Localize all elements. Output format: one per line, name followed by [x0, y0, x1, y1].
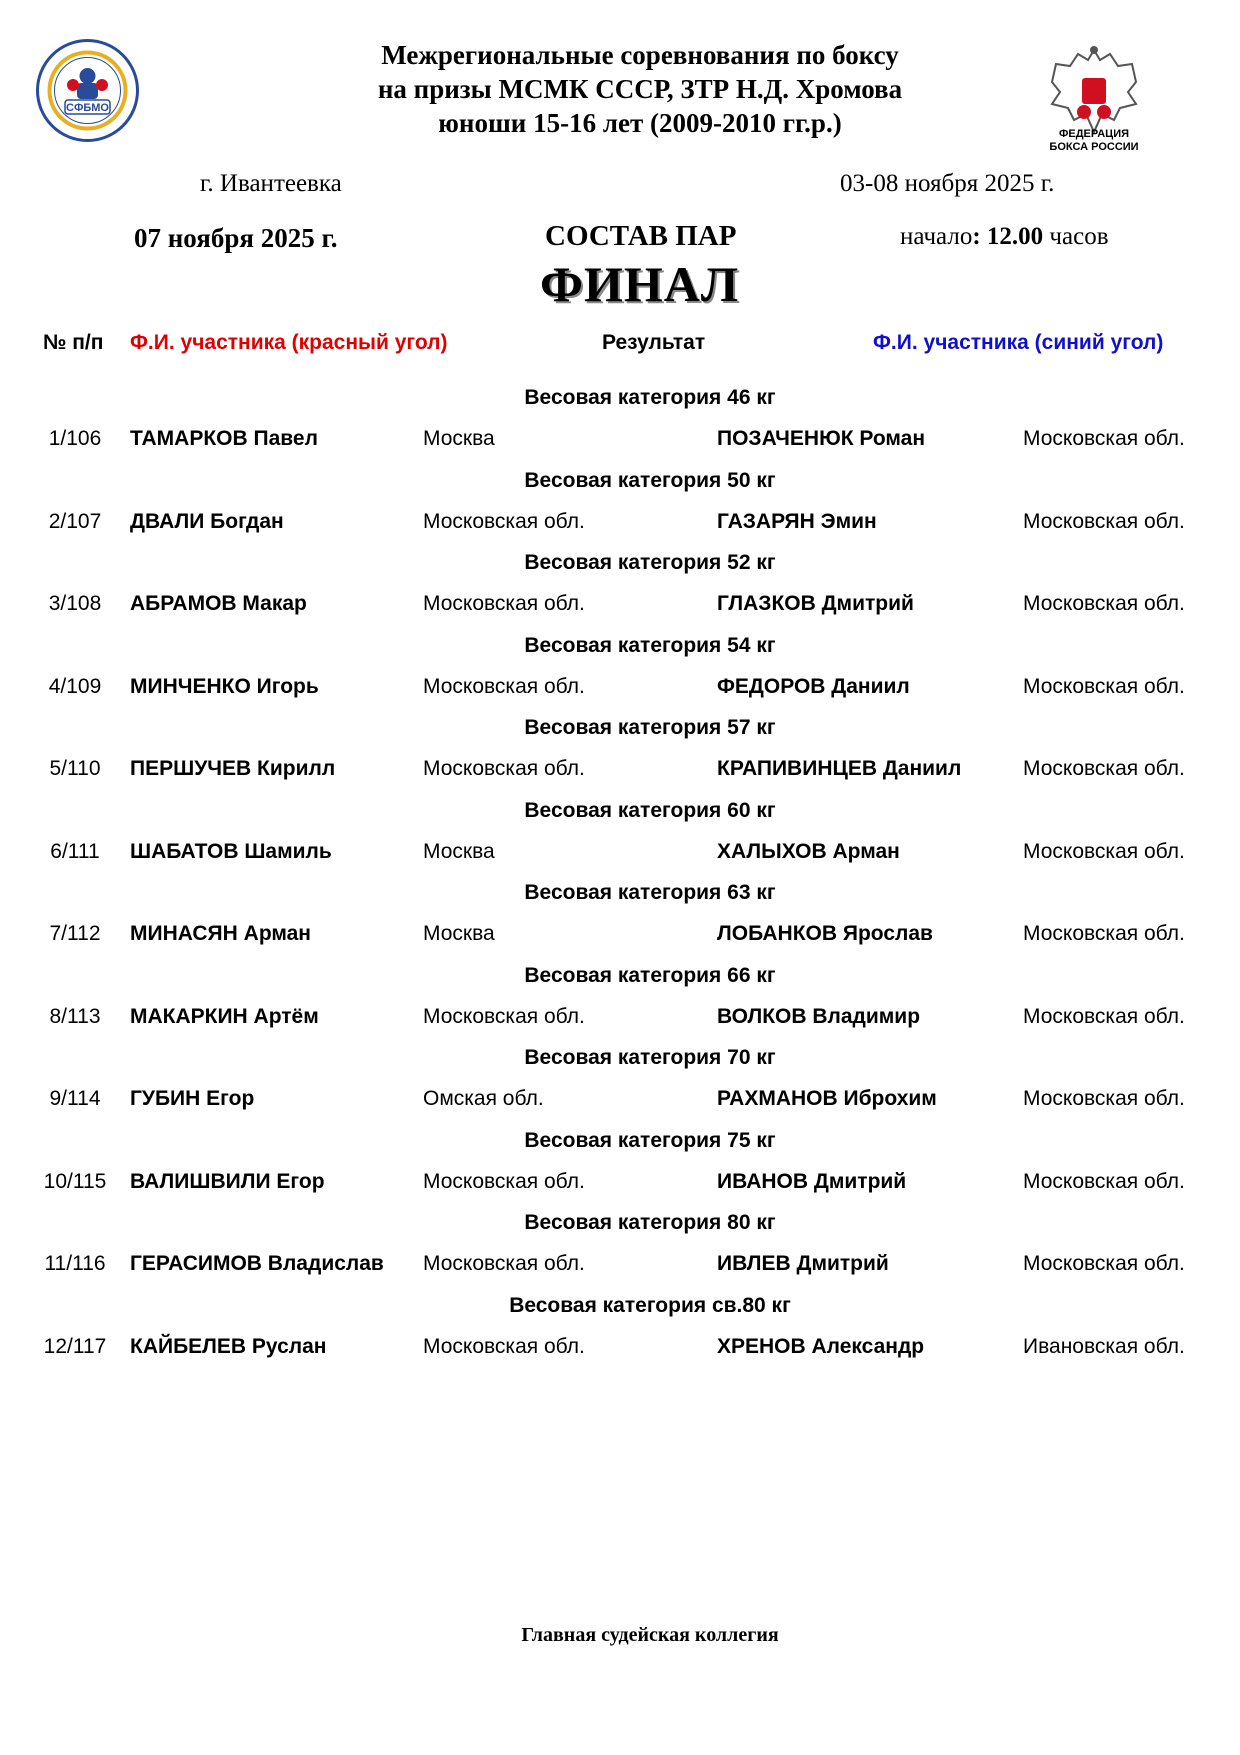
bout-number: 2/107 — [48, 510, 102, 533]
blue-corner-name: ГЛАЗКОВ Дмитрий — [717, 592, 914, 615]
red-corner-region: Московская обл. — [423, 675, 585, 698]
chief-judges-footer: Главная судейская коллегия — [521, 1624, 779, 1646]
red-corner-name: ГУБИН Егор — [130, 1087, 255, 1110]
start-label: начало — [900, 223, 973, 250]
blue-corner-region: Московская обл. — [1023, 1252, 1185, 1275]
title-line-1: Межрегиональные соревнования по боксу — [381, 40, 899, 70]
blue-corner-name: РАХМАНОВ Иброхим — [717, 1087, 937, 1110]
bout-number: 4/109 — [48, 675, 102, 698]
federation-caption-line-1: ФЕДЕРАЦИЯ — [1058, 128, 1130, 140]
blue-corner-name: ИВАНОВ Дмитрий — [717, 1170, 907, 1193]
bout-row — [0, 1170, 1240, 1200]
event-dates: 03-08 ноября 2025 г. — [840, 170, 1055, 197]
blue-corner-name: ИВЛЕВ Дмитрий — [717, 1252, 889, 1275]
blue-corner-region: Московская обл. — [1023, 757, 1185, 780]
weight-category: Весовая категория 80 кг — [524, 1211, 776, 1234]
weight-category: Весовая категория св.80 кг — [509, 1294, 791, 1317]
blue-corner-region: Московская обл. — [1023, 510, 1185, 533]
blue-corner-region: Московская обл. — [1023, 427, 1185, 450]
blue-corner-region: Московская обл. — [1023, 922, 1185, 945]
start-time — [900, 223, 1109, 251]
red-corner-region: Московская обл. — [423, 592, 585, 615]
sfbmo-logo — [35, 38, 140, 143]
bout-row — [0, 757, 1240, 787]
bout-row — [0, 1335, 1240, 1365]
red-corner-name: КАЙБЕЛЕВ Руслан — [130, 1335, 327, 1358]
bout-number: 11/116 — [44, 1252, 106, 1275]
blue-corner-name: ФЕДОРОВ Даниил — [717, 675, 910, 698]
weight-category: Весовая категория 57 кг — [524, 716, 776, 739]
bout-number: 9/114 — [49, 1087, 101, 1110]
red-corner-region: Московская обл. — [423, 1252, 585, 1275]
bout-row — [0, 510, 1240, 540]
blue-corner-name: ЛОБАНКОВ Ярослав — [717, 922, 933, 945]
bout-number: 12/117 — [43, 1335, 107, 1358]
blue-corner-name: ХРЕНОВ Александр — [717, 1335, 925, 1358]
weight-category: Весовая категория 52 кг — [524, 551, 776, 574]
header-red-corner: Ф.И. участника (красный угол) — [130, 331, 448, 354]
bout-number: 8/113 — [49, 1005, 101, 1028]
start-unit: часов — [1049, 223, 1109, 250]
sfbmo-logo-text: СФБМО — [66, 102, 109, 114]
red-corner-region: Москва — [423, 922, 495, 945]
red-corner-name: ДВАЛИ Богдан — [130, 510, 284, 533]
header-blue-corner: Ф.И. участника (синий угол) — [873, 331, 1164, 354]
red-corner-region: Москва — [423, 840, 495, 863]
title-line-2: на призы МСМК СССР, ЗТР Н.Д. Хромова — [377, 74, 903, 104]
bout-number: 6/111 — [50, 840, 100, 863]
red-corner-region: Московская обл. — [423, 1170, 585, 1193]
bout-number: 5/110 — [49, 757, 101, 780]
red-corner-name: ШАБАТОВ Шамиль — [130, 840, 332, 863]
event-title — [300, 38, 980, 140]
red-corner-name: МИНАСЯН Арман — [130, 922, 311, 945]
bout-row — [0, 1252, 1240, 1282]
red-corner-region: Москва — [423, 427, 495, 450]
stage-title: ФИНАЛ — [540, 256, 740, 312]
red-corner-name: ВАЛИШВИЛИ Егор — [130, 1170, 325, 1193]
red-corner-region: Омская обл. — [423, 1087, 544, 1110]
blue-corner-name: ВОЛКОВ Владимир — [717, 1005, 921, 1028]
weight-category: Весовая категория 46 кг — [524, 386, 776, 409]
blue-corner-region: Московская обл. — [1023, 840, 1185, 863]
bout-row — [0, 675, 1240, 705]
bout-row — [0, 592, 1240, 622]
blue-corner-region: Московская обл. — [1023, 1170, 1185, 1193]
bout-number: 1/106 — [48, 427, 102, 450]
red-corner-name: ГЕРАСИМОВ Владислав — [130, 1252, 384, 1275]
red-corner-name: ТАМАРКОВ Павел — [130, 427, 318, 450]
bout-day: 07 ноября 2025 г. — [134, 223, 338, 253]
red-corner-region: Московская обл. — [423, 1005, 585, 1028]
weight-category: Весовая категория 50 кг — [524, 469, 776, 492]
bout-number: 10/115 — [43, 1170, 107, 1193]
blue-corner-name: ХАЛЫХОВ Арман — [717, 840, 900, 863]
blue-corner-region: Московская обл. — [1023, 1005, 1185, 1028]
red-corner-region: Московская обл. — [423, 757, 585, 780]
bout-number: 3/108 — [48, 592, 102, 615]
title-line-3: юноши 15-16 лет (2009-2010 гг.р.) — [438, 108, 842, 138]
red-corner-region: Московская обл. — [423, 1335, 585, 1358]
blue-corner-region: Московская обл. — [1023, 592, 1185, 615]
red-corner-name: АБРАМОВ Макар — [130, 592, 307, 615]
federation-caption — [1030, 128, 1158, 154]
blue-corner-name: ПОЗАЧЕНЮК Роман — [717, 427, 926, 450]
bout-number: 7/112 — [49, 922, 101, 945]
bout-row — [0, 427, 1240, 457]
blue-corner-name: КРАПИВИНЦЕВ Даниил — [717, 757, 962, 780]
blue-corner-region: Московская обл. — [1023, 1087, 1185, 1110]
header-result: Результат — [602, 331, 706, 354]
bout-row — [0, 1005, 1240, 1035]
bout-row — [0, 922, 1240, 952]
blue-corner-name: ГАЗАРЯН Эмин — [717, 510, 877, 533]
document-title: СОСТАВ ПАР — [545, 220, 737, 252]
header-num: № п/п — [43, 331, 104, 354]
red-corner-name: ПЕРШУЧЕВ Кирилл — [130, 757, 336, 780]
weight-category: Весовая категория 63 кг — [524, 881, 776, 904]
bout-row — [0, 1087, 1240, 1117]
blue-corner-region: Ивановская обл. — [1023, 1335, 1185, 1358]
weight-category: Весовая категория 75 кг — [524, 1129, 776, 1152]
red-corner-region: Московская обл. — [423, 510, 585, 533]
start-time-value: : 12.00 — [972, 223, 1044, 250]
weight-category: Весовая категория 60 кг — [524, 799, 776, 822]
weight-category: Весовая категория 66 кг — [524, 964, 776, 987]
weight-category: Весовая категория 54 кг — [524, 634, 776, 657]
blue-corner-region: Московская обл. — [1023, 675, 1185, 698]
weight-category: Весовая категория 70 кг — [524, 1046, 776, 1069]
bout-row — [0, 840, 1240, 870]
red-corner-name: МАКАРКИН Артём — [130, 1005, 319, 1028]
city: г. Ивантеевка — [200, 170, 342, 197]
red-corner-name: МИНЧЕНКО Игорь — [130, 675, 319, 698]
federation-caption-line-2: БОКСА РОССИИ — [1049, 141, 1139, 153]
